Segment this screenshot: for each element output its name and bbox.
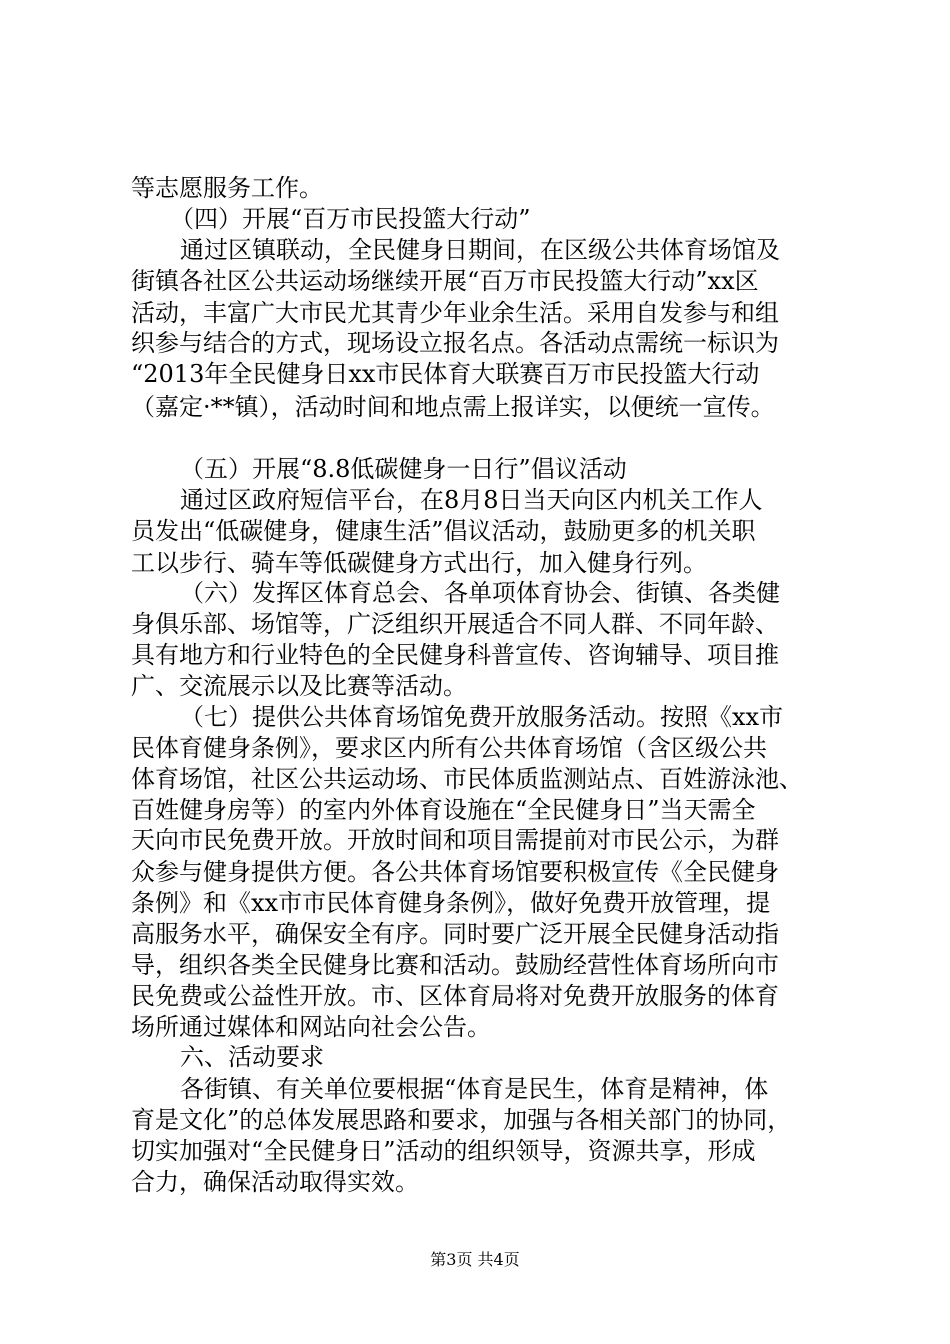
body-line: 高服务水平，确保安全有序。同时要广泛开展全民健身活动指 xyxy=(131,920,779,948)
body-line: 民免费或公益性开放。市、区体育局将对免费开放服务的体育 xyxy=(131,982,779,1010)
body-line: 等志愿服务工作。 xyxy=(131,174,323,202)
body-line: 切实加强对“全民健身日”活动的组织领导，资源共享，形成 xyxy=(131,1137,756,1165)
body-line: 导，组织各类全民健身比赛和活动。鼓励经营性体育场所向市 xyxy=(131,951,779,979)
body-line: 百姓健身房等）的室内外体育设施在“全民健身日”当天需全 xyxy=(131,796,756,824)
body-line: （嘉定·**镇），活动时间和地点需上报详实，以便统一宣传。 xyxy=(131,393,775,421)
section-heading: 六、活动要求 xyxy=(180,1043,324,1071)
body-line: 广、交流展示以及比赛等活动。 xyxy=(131,672,467,700)
body-line: 织参与结合的方式，现场设立报名点。各活动点需统一标识为 xyxy=(131,329,779,357)
body-line: 体育场馆，社区公共运动场、市民体质监测站点、百姓游泳池、 xyxy=(131,765,803,793)
section-heading: （五）开展“8.8低碳健身一日行”倡议活动 xyxy=(180,455,627,483)
body-line: 条例》和《xx市市民体育健身条例》，做好免费开放管理，提 xyxy=(131,889,771,917)
section-heading: （四）开展“百万市民投篮大行动” xyxy=(170,205,531,233)
body-line: 通过区政府短信平台，在8月8日当天向区内机关工作人 xyxy=(180,486,763,514)
body-line: 活动，丰富广大市民尤其青少年业余生活。采用自发参与和组 xyxy=(131,299,779,327)
body-line: 通过区镇联动，全民健身日期间，在区级公共体育场馆及 xyxy=(180,236,780,264)
body-line: 天向市民免费开放。开放时间和项目需提前对市民公示，为群 xyxy=(131,826,779,854)
section-heading: （七）提供公共体育场馆免费开放服务活动。按照《xx市 xyxy=(180,703,784,731)
body-line: 街镇各社区公共运动场继续开展“百万市民投篮大行动”xx区 xyxy=(131,267,759,295)
section-heading: （六）发挥区体育总会、各单项体育协会、街镇、各类健 xyxy=(180,579,780,607)
page-footer: 第3页 共4页 xyxy=(430,1250,520,1269)
body-line: 场所通过媒体和网站向社会公告。 xyxy=(131,1013,491,1041)
body-line: 工以步行、骑车等低碳健身方式出行，加入健身行列。 xyxy=(131,549,707,577)
body-line: 具有地方和行业特色的全民健身科普宣传、咨询辅导、项目推 xyxy=(131,641,779,669)
body-line: “2013年全民健身日xx市民体育大联赛百万市民投篮大行动 xyxy=(131,360,760,388)
body-line: 民体育健身条例》，要求区内所有公共体育场馆（含区级公共 xyxy=(131,734,767,762)
body-line: 员发出“低碳健身，健康生活”倡议活动，鼓励更多的机关职 xyxy=(131,517,756,545)
body-line: 身俱乐部、场馆等，广泛组织开展适合不同人群、不同年龄、 xyxy=(131,610,779,638)
body-line: 众参与健身提供方便。各公共体育场馆要积极宣传《全民健身 xyxy=(131,858,779,886)
body-line: 育是文化”的总体发展思路和要求，加强与各相关部门的协同， xyxy=(131,1106,792,1134)
body-line: 各街镇、有关单位要根据“体育是民生，体育是精神，体 xyxy=(180,1075,769,1103)
body-line: 合力，确保活动取得实效。 xyxy=(131,1168,419,1196)
